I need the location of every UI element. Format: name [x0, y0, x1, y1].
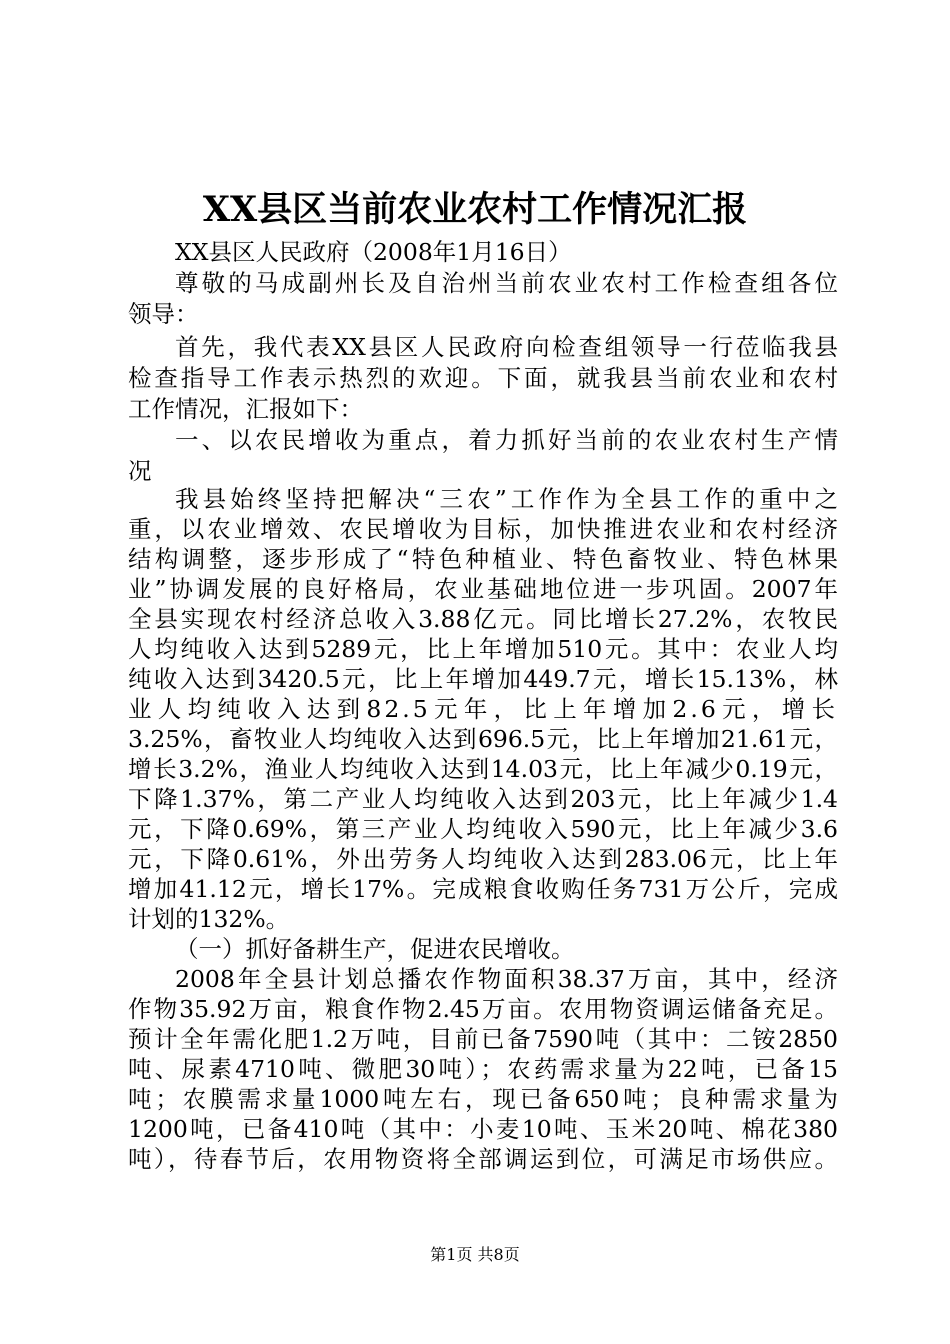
body-line: 3.25%，畜牧业人均纯收入达到696.5元，比上年增加21.61元，: [128, 725, 838, 753]
body-line: 业人均纯收入达到82.5元年，比上年增加2.6元，增长: [128, 695, 838, 723]
body-line: 首先，我代表XX县区人民政府向检查组领导一行莅临我县: [175, 333, 838, 361]
page-number-footer: 第1页 共8页: [430, 1245, 520, 1264]
section-heading-line: 况: [128, 457, 152, 485]
body-line: 元，下降0.61%，外出劳务人均纯收入达到283.06元，比上年: [128, 845, 838, 873]
body-line: 1200吨，已备410吨（其中：小麦10吨、玉米20吨、棉花380: [128, 1115, 838, 1143]
salutation-line: 领导：: [128, 300, 199, 328]
body-line: 2008年全县计划总播农作物面积38.37万亩，其中，经济: [175, 965, 838, 993]
body-line: 元，下降0.69%，第三产业人均纯收入590元，比上年减少3.6: [128, 815, 838, 843]
body-line: 重，以农业增效、农民增收为目标，加快推进农业和农村经济: [128, 515, 838, 543]
section-heading-line: 一、以农民增收为重点，着力抓好当前的农业农村生产情: [175, 426, 838, 454]
body-line: 下降1.37%，第二产业人均纯收入达到203元，比上年减少1.4: [128, 785, 838, 813]
body-line: 纯收入达到3420.5元，比上年增加449.7元，增长15.13%，林: [128, 665, 838, 693]
body-line: 计划的132%。: [128, 905, 290, 933]
body-line: 全县实现农村经济总收入3.88亿元。同比增长27.2%，农牧民: [128, 605, 838, 633]
body-line: 工作情况，汇报如下：: [128, 395, 363, 423]
body-line: 业”协调发展的良好格局，农业基础地位进一步巩固。2007年: [128, 575, 838, 603]
body-line: 作物35.92万亩，粮食作物2.45万亩。农用物资调运储备充足。: [128, 995, 838, 1023]
body-line: 增加41.12元，增长17%。完成粮食收购任务731万公斤，完成: [128, 875, 838, 903]
body-line: 人均纯收入达到5289元，比上年增加510元。其中：农业人均: [128, 635, 838, 663]
issuer-date-line: XX县区人民政府（2008年1月16日）: [175, 238, 572, 266]
body-line: 结构调整，逐步形成了“特色种植业、特色畜牧业、特色林果: [128, 545, 838, 573]
body-line: 预计全年需化肥1.2万吨，目前已备7590吨（其中：二铵2850: [128, 1025, 838, 1053]
document-title: XX县区当前农业农村工作情况汇报: [202, 189, 748, 230]
body-line: 检查指导工作表示热烈的欢迎。下面，就我县当前农业和农村: [128, 364, 838, 392]
subsection-heading-line: （一）抓好备耕生产，促进农民增收。: [175, 935, 575, 963]
body-line: 我县始终坚持把解决“三农”工作作为全县工作的重中之: [175, 485, 838, 513]
body-line: 吨），待春节后，农用物资将全部调运到位，可满足市场供应。: [128, 1145, 838, 1173]
body-line: 增长3.2%，渔业人均纯收入达到14.03元，比上年减少0.19元，: [128, 755, 838, 783]
body-line: 吨、尿素4710吨、微肥30吨）；农药需求量为22吨，已备15: [128, 1055, 838, 1083]
salutation-line: 尊敬的马成副州长及自治州当前农业农村工作检查组各位: [175, 269, 838, 297]
body-line: 吨；农膜需求量1000吨左右，现已备650吨；良种需求量为: [128, 1085, 838, 1113]
